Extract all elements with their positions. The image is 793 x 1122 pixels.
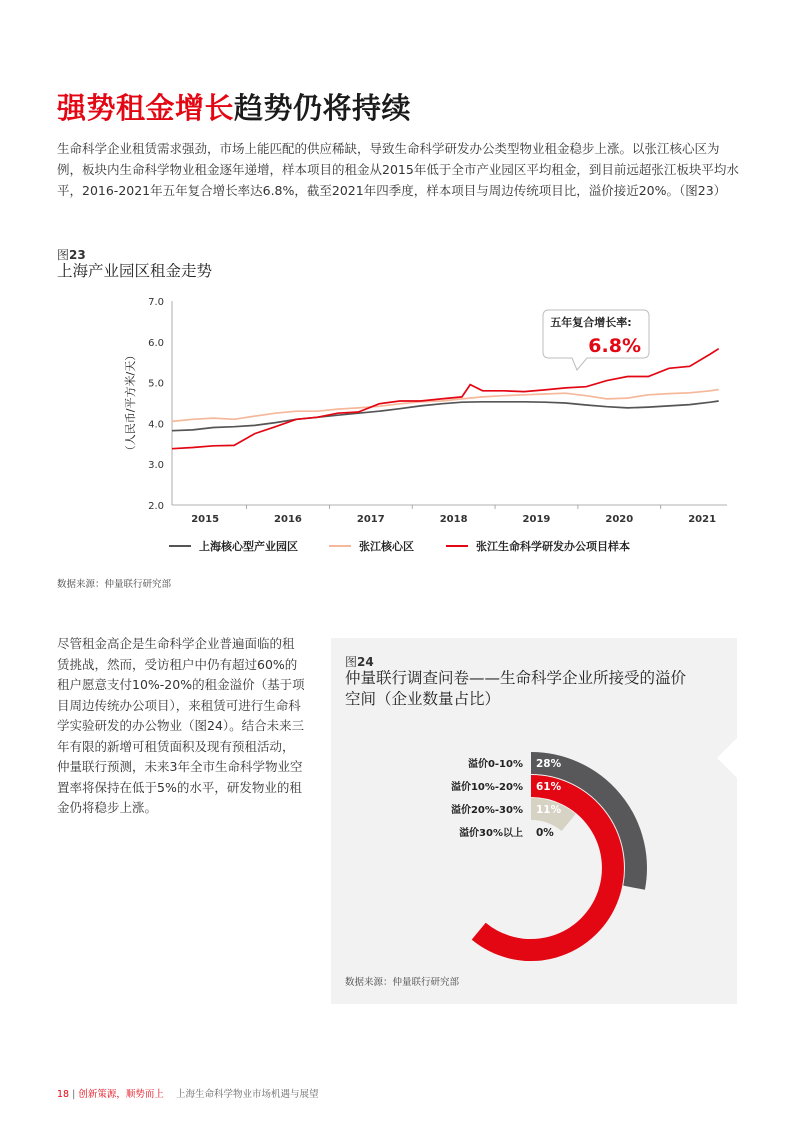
- page-title-highlight: 强势租金增长: [57, 91, 235, 125]
- footer-section: 创新策源，顺势而上: [78, 1089, 164, 1100]
- chart-legend: [169, 539, 630, 553]
- legend-label: 张江核心区: [359, 540, 414, 553]
- category-label: 溢价0-10%: [467, 759, 523, 770]
- x-tick-label: 2016: [274, 514, 302, 525]
- body-paragraph-2: 尽管租金高企是生命科学企业普遍面临的租赁挑战，然而，受访租户中仍有超过60%的租户愿意支付10%-20%的租金溢价（基于项目周边传统办公项目），来租赁可进行生命科学实验研发的办公物业（图24）。结合未来三年有限的新增可租赁面积及现有预租活动，仲量联行预测，未来3年全市生命科学物业空置率将保持在低于5%的水平，研发物业的租金仍将稳步上涨。: [57, 636, 305, 815]
- fig23-label-prefix: 图: [57, 248, 70, 262]
- x-tick-label: 2017: [356, 514, 385, 525]
- category-label: 溢价30%以上: [459, 828, 523, 839]
- y-tick-label: 6.0: [148, 337, 164, 349]
- footer-document-title: 上海生命科学物业市场机遇与展望: [175, 1089, 319, 1100]
- legend-label: 上海核心型产业园区: [199, 540, 298, 553]
- fig24-label-number: 24: [357, 655, 374, 669]
- chart-series-lines: [172, 349, 719, 449]
- fig24-title-line2: 空间（企业数量占比）: [345, 690, 501, 708]
- series-line-3: [172, 349, 719, 449]
- growth-rate-callout: [543, 310, 649, 370]
- y-tick-label: 2.0: [148, 501, 164, 512]
- value-label: 28%: [536, 758, 562, 770]
- legend-label: 张江生命科学研发办公项目样本: [476, 540, 630, 553]
- intro-paragraph: 生命科学企业租赁需求强劲，市场上能匹配的供应稀缺，导致生命科学研发办公类型物业租金稳步上涨。以张江核心区为例，板块内生命科学物业租金逐年递增，样本项目的租金从2015年低于全市产业园区平均租金，到目前远超张江板块平均水平，2016-2021年五年复合增长率达6.8%，截至2021年四季度，样本项目与周边传统项目比，溢价接近20%。（图23）: [57, 141, 739, 198]
- rent-trend-line-chart: [117, 290, 737, 565]
- page-title: [57, 86, 411, 127]
- y-tick-label: 7.0: [148, 297, 164, 308]
- series-line-2: [172, 390, 719, 422]
- x-tick-label: 2018: [439, 514, 468, 525]
- premium-radial-chart: [331, 638, 737, 1004]
- page-title-rest: 趋势仍将持续: [234, 91, 412, 125]
- page-number: 18: [57, 1089, 70, 1100]
- value-label: 61%: [536, 781, 562, 793]
- x-tick-label: 2020: [605, 514, 634, 525]
- fig23-title: 上海产业园区租金走势: [57, 262, 213, 280]
- x-tick-label: 2019: [522, 514, 551, 525]
- fig23-label-number: 23: [69, 248, 86, 262]
- value-label: 11%: [536, 804, 562, 816]
- x-tick-label: 2015: [191, 514, 220, 525]
- page-footer: [57, 1086, 318, 1100]
- value-label: 0%: [536, 827, 554, 839]
- callout-value: 6.8%: [588, 335, 641, 357]
- x-tick-label: 2021: [688, 514, 717, 525]
- y-tick-label: 4.0: [148, 419, 164, 431]
- y-tick-label: 5.0: [148, 378, 164, 390]
- panel-arrow-icon: [717, 738, 737, 778]
- fig24-label-prefix: 图: [345, 655, 358, 669]
- fig24-source: 数据来源：仲量联行研究部: [345, 977, 460, 988]
- fig24-title-line1: 仲量联行调查问卷——生命科学企业所接受的溢价: [345, 669, 687, 687]
- category-label: 溢价20%-30%: [450, 805, 523, 816]
- callout-label: 五年复合增长率:: [550, 316, 632, 329]
- fig23-source: 数据来源：仲量联行研究部: [57, 579, 172, 590]
- y-axis-label: （人民币/平方米/天）: [124, 349, 137, 457]
- y-tick-label: 3.0: [148, 460, 164, 472]
- category-label: 溢价10%-20%: [450, 782, 523, 793]
- footer-separator: |: [72, 1089, 76, 1100]
